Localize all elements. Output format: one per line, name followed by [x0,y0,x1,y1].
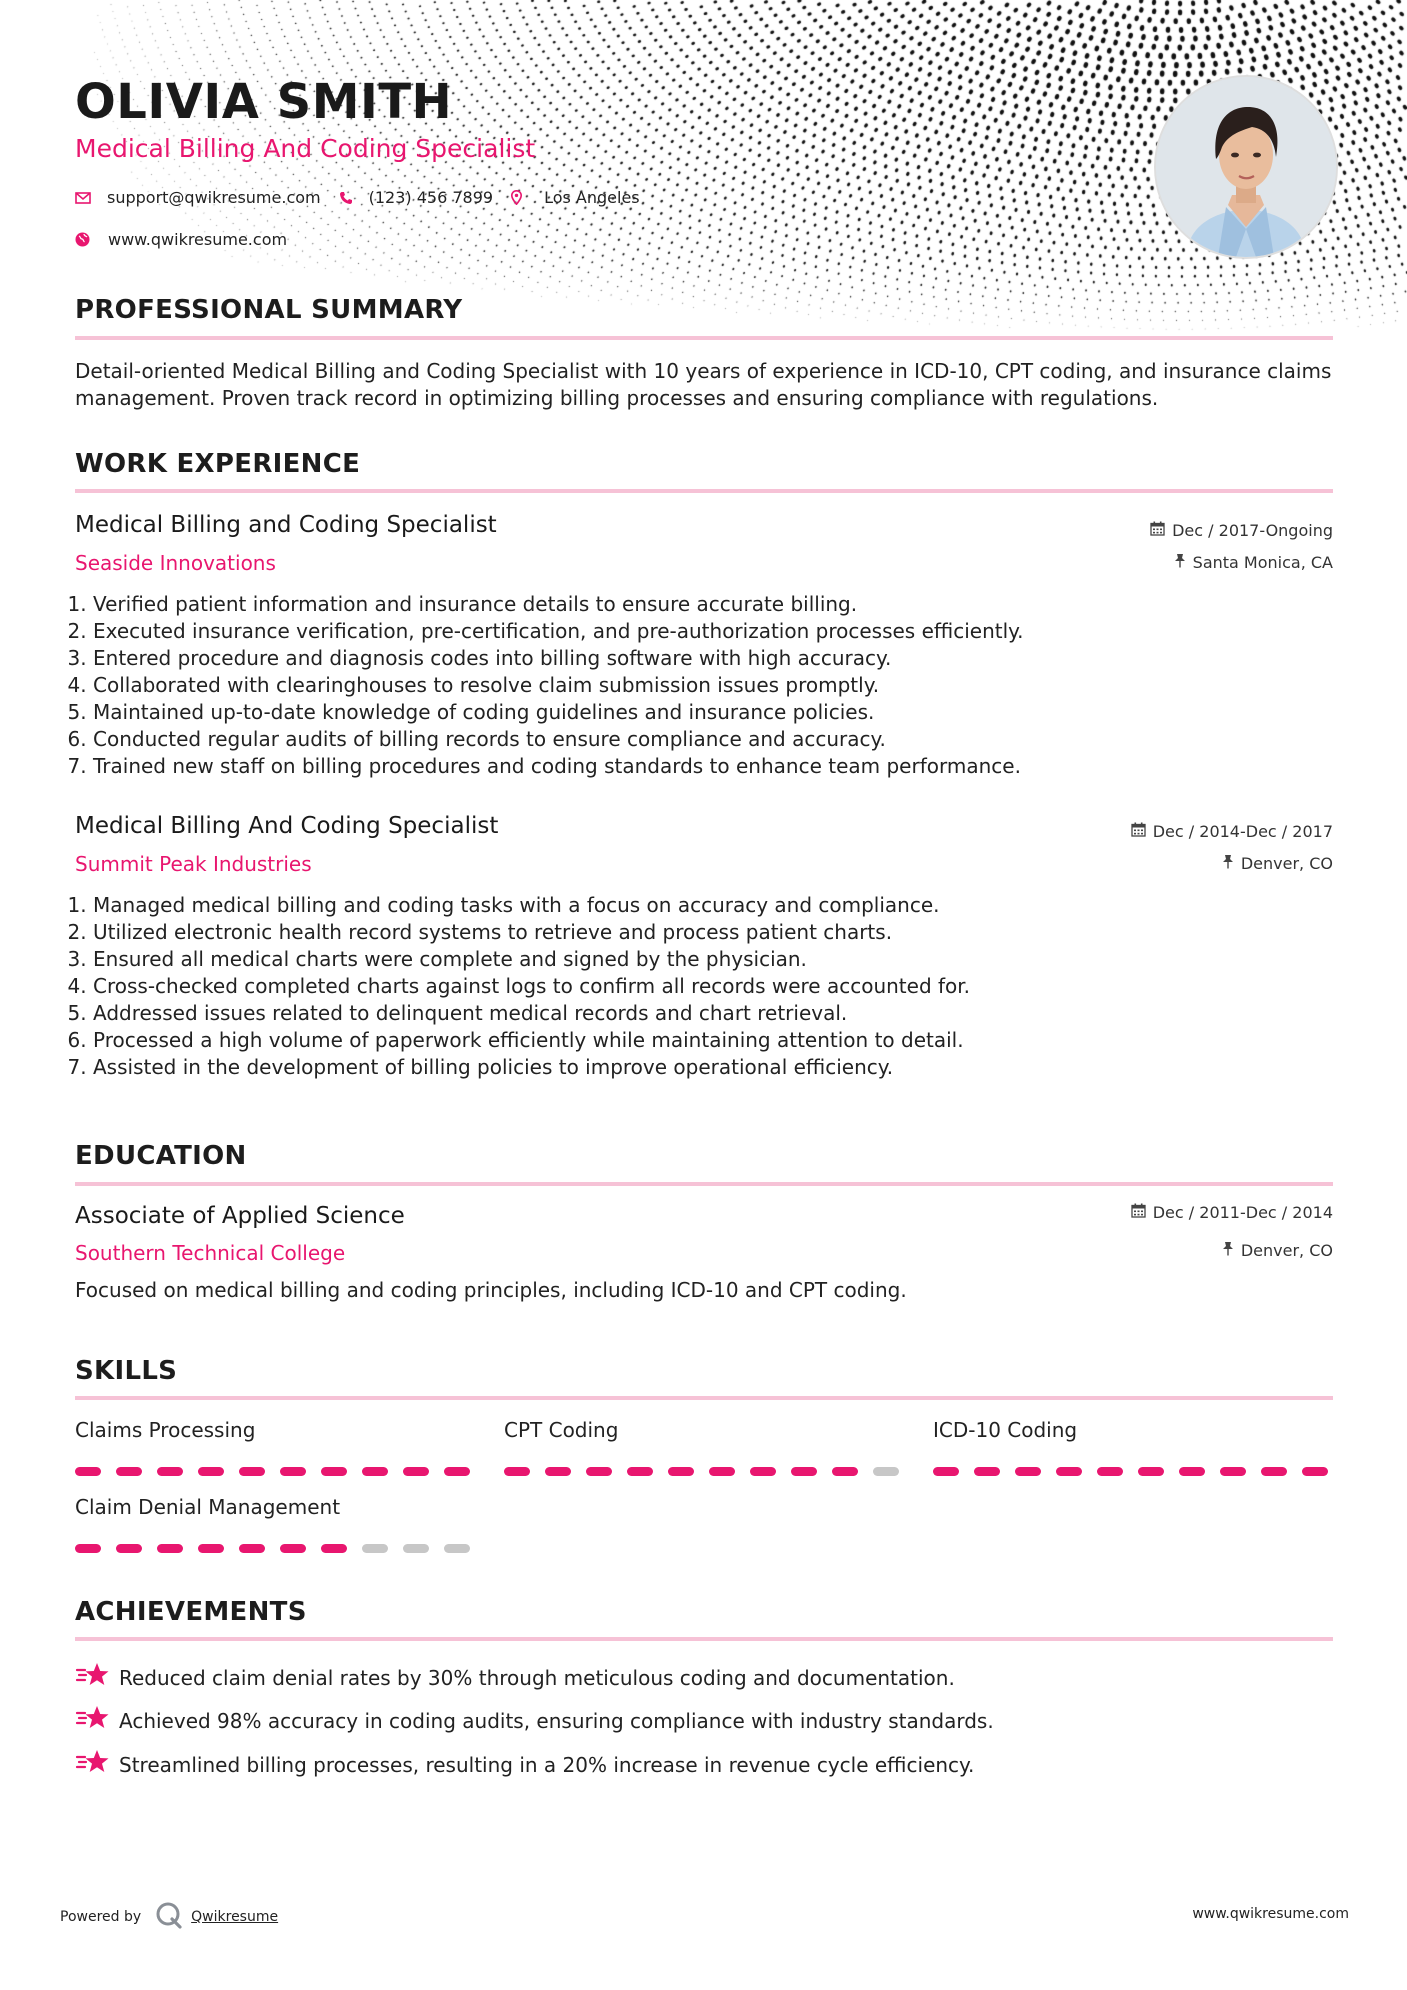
company-name: Summit Peak Industries [75,852,312,876]
skill-level-segment [239,1467,265,1476]
profile-photo [1154,75,1338,259]
education-heading: EDUCATION [75,1141,247,1171]
skill-level-segment [321,1467,347,1476]
job-dates [1150,521,1333,540]
skill-level-segment [157,1544,183,1553]
duty-item: 7. Trained new staff on billing procedures and coding standards to enhance team performance. [93,753,1323,780]
education-location-text: Denver, CO [1240,1241,1333,1260]
duty-item: 2. Executed insurance verification, pre-certification, and pre-authorization processes efficiently. [93,618,1323,645]
globe-icon [75,232,90,247]
achievements-heading: ACHIEVEMENTS [75,1597,307,1627]
skill-level-segment [586,1467,612,1476]
skill-name: Claims Processing [75,1418,256,1442]
skill-level-segment [1261,1467,1287,1476]
candidate-name: OLIVIA SMITH [75,74,453,130]
star-icon [75,1704,119,1737]
skill-level-segment [1302,1467,1328,1476]
skill-level-segment [362,1544,388,1553]
duty-item: 1. Managed medical billing and coding tasks with a focus on accuracy and compliance. [93,892,1323,919]
job-dates-text: Dec / 2014-Dec / 2017 [1152,822,1333,841]
summary-divider [75,336,1333,340]
pushpin-icon [1222,854,1234,873]
website-row [75,230,287,249]
skill-name: CPT Coding [504,1418,619,1442]
skill-name: ICD-10 Coding [933,1418,1078,1442]
skill-level-segment [239,1544,265,1553]
duty-item: 2. Utilized electronic health record systems to retrieve and process patient charts. [93,919,1323,946]
skill-level-segment [504,1467,530,1476]
duty-item: 1. Verified patient information and insurance details to ensure accurate billing. [93,591,1323,618]
powered-by-label: Powered by [60,1909,142,1925]
skill-level-segment [1056,1467,1082,1476]
footer-brand-link[interactable]: Qwikresume [191,1909,279,1925]
skill-level-segment [280,1544,306,1553]
achievement-item [75,1704,994,1737]
duty-item: 4. Cross-checked completed charts against logs to confirm all records were accounted for. [93,973,1323,1000]
skill-level-segment [321,1544,347,1553]
summary-heading: PROFESSIONAL SUMMARY [75,295,463,325]
education-dates [1131,1203,1333,1222]
star-icon [75,1748,119,1781]
skill-level-bar [933,1467,1333,1476]
skill-level-segment [1220,1467,1246,1476]
skill-level-segment [403,1467,429,1476]
calendar-icon [1131,822,1146,841]
skills-heading: SKILLS [75,1356,178,1386]
skills-divider [75,1396,1333,1400]
skill-level-segment [1097,1467,1123,1476]
duty-item: 3. Entered procedure and diagnosis codes into billing software with high accuracy. [93,645,1323,672]
company-name: Seaside Innovations [75,551,276,575]
email-icon [75,192,91,204]
achievement-item [75,1748,974,1781]
skill-level-segment [444,1544,470,1553]
job-title: Medical Billing and Coding Specialist [75,512,497,538]
skill-level-segment [709,1467,735,1476]
job-duties-list [75,591,1323,780]
achievement-text: Streamlined billing processes, resulting in a 20% increase in revenue cycle efficiency. [119,1752,975,1777]
duty-item: 5. Maintained up-to-date knowledge of coding guidelines and insurance policies. [93,699,1323,726]
experience-heading: WORK EXPERIENCE [75,449,361,479]
duty-item: 6. Conducted regular audits of billing records to ensure compliance and accuracy. [93,726,1323,753]
achievement-text: Reduced claim denial rates by 30% through meticulous coding and documentation. [119,1665,955,1690]
skill-level-bar [75,1467,475,1476]
website-text[interactable]: www.qwikresume.com [108,230,288,249]
school-name: Southern Technical College [75,1241,346,1265]
map-pin-icon [511,190,522,205]
job-location [1174,553,1333,572]
achievement-text: Achieved 98% accuracy in coding audits, ensuring compliance with industry standards. [119,1708,994,1733]
pushpin-icon [1174,553,1186,572]
skill-level-segment [750,1467,776,1476]
education-dates-text: Dec / 2011-Dec / 2014 [1152,1203,1333,1222]
contact-row [75,188,640,207]
skill-level-segment [1015,1467,1041,1476]
skill-level-segment [974,1467,1000,1476]
email-text[interactable]: support@qwikresume.com [107,188,321,207]
achievement-item [75,1661,955,1694]
duty-item: 6. Processed a high volume of paperwork efficiently while maintaining attention to detail. [93,1027,1323,1054]
summary-text: Detail-oriented Medical Billing and Coding Specialist with 10 years of experience in ICD-10, CPT coding, and insurance claims management. Proven track record in optimizing billing processes and ensuring compliance with regulations. [75,359,1332,410]
duty-item: 5. Addressed issues related to delinquent medical records and chart retrieval. [93,1000,1323,1027]
skill-level-segment [668,1467,694,1476]
qwikresume-logo-icon [155,1901,183,1933]
footer-website[interactable]: www.qwikresume.com [1192,1906,1349,1922]
skill-level-segment [116,1544,142,1553]
skill-level-segment [933,1467,959,1476]
skill-level-segment [116,1467,142,1476]
job-duties-list [75,892,1323,1081]
skill-level-segment [832,1467,858,1476]
education-description: Focused on medical billing and coding principles, including ICD-10 and CPT coding. [75,1278,907,1302]
location-text: Los Angeles [544,188,640,207]
skill-level-bar [75,1544,475,1553]
skill-level-segment [362,1467,388,1476]
duty-item: 7. Assisted in the development of billing policies to improve operational efficiency. [93,1054,1323,1081]
job-dates-text: Dec / 2017-Ongoing [1172,521,1333,540]
job-location-text: Denver, CO [1240,854,1333,873]
job-location [1222,854,1333,873]
job-dates [1131,822,1333,841]
skill-level-bar [504,1467,904,1476]
candidate-title: Medical Billing And Coding Specialist [75,134,536,163]
skill-level-segment [444,1467,470,1476]
skill-level-segment [545,1467,571,1476]
skill-level-segment [1179,1467,1205,1476]
skill-level-segment [75,1544,101,1553]
education-divider [75,1182,1333,1186]
skill-level-segment [873,1467,899,1476]
skill-level-segment [157,1467,183,1476]
education-location [1222,1241,1333,1260]
footer-powered-by [60,1901,278,1933]
job-location-text: Santa Monica, CA [1192,553,1333,572]
duty-item: 4. Collaborated with clearinghouses to resolve claim submission issues promptly. [93,672,1323,699]
skill-level-segment [403,1544,429,1553]
skill-level-segment [198,1467,224,1476]
skill-name: Claim Denial Management [75,1495,341,1519]
calendar-icon [1131,1203,1146,1222]
phone-icon [339,191,353,205]
achievements-divider [75,1637,1333,1641]
duty-item: 3. Ensured all medical charts were complete and signed by the physician. [93,946,1323,973]
degree-title: Associate of Applied Science [75,1203,405,1229]
skill-level-segment [791,1467,817,1476]
experience-divider [75,489,1333,493]
phone-text: (123) 456 7899 [368,188,494,207]
skill-level-segment [75,1467,101,1476]
calendar-icon [1150,521,1165,540]
skill-level-segment [280,1467,306,1476]
skill-level-segment [627,1467,653,1476]
skill-level-segment [198,1544,224,1553]
star-icon [75,1661,119,1694]
skill-level-segment [1138,1467,1164,1476]
job-title: Medical Billing And Coding Specialist [75,813,499,839]
pushpin-icon [1222,1241,1234,1260]
